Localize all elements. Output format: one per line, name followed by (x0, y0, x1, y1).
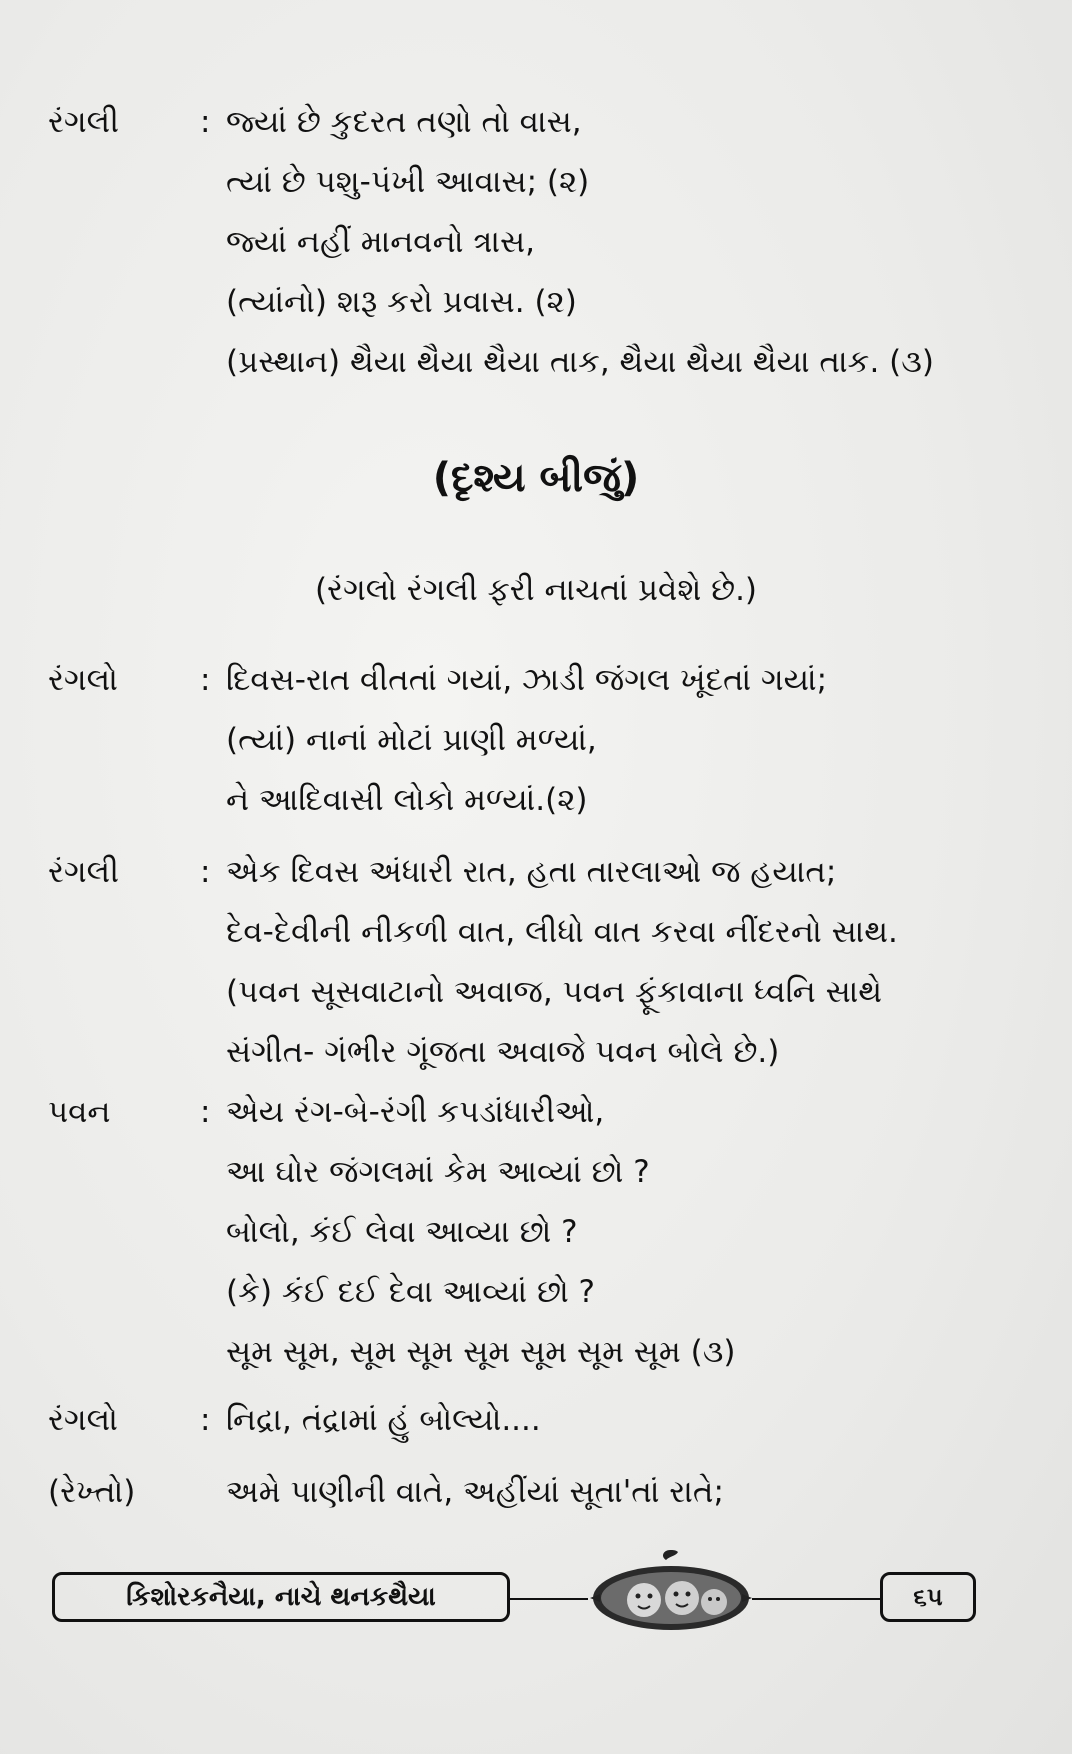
speaker-name: (રેખ્તો) (48, 1474, 136, 1510)
speaker-colon: : (200, 1402, 211, 1438)
speaker-name: રંગલી (48, 854, 119, 890)
dialogue-line: (પવન સૂસવાટાનો અવાજ, પવન ફૂંકાવાના ધ્વનિ સાથે (226, 974, 883, 1010)
dialogue-line: એય રંગ-બે-રંગી કપડાંધારીઓ, (226, 1094, 605, 1130)
dialogue-line: દિવસ-રાત વીતતાં ગયાં, ઝાડી જંગલ ખૂંદતાં ગયાં; (226, 662, 828, 698)
dialogue-line: ને આદિવાસી લોકો મળ્યાં.(૨) (226, 782, 588, 818)
dialogue-line: દેવ-દેવીની નીકળી વાત, લીધો વાત કરવા નીંદરનો સાથ. (226, 914, 898, 950)
dialogue-line: જ્યાં નહીં માનવનો ત્રાસ, (226, 224, 535, 260)
speaker-colon: : (200, 662, 211, 698)
dialogue-line: સંગીત- ગંભીર ગૂંજતા અવાજે પવન બોલે છે.) (226, 1034, 780, 1070)
stage-direction: (રંગલો રંગલી ફરી નાચતાં પ્રવેશે છે.) (314, 572, 758, 608)
dialogue-lines (226, 92, 1046, 392)
footer-divider (752, 1598, 880, 1600)
dialogue-lines (226, 1462, 1046, 1522)
dialogue-line: (કે) કંઈ દઈ દેવા આવ્યાં છો ? (226, 1274, 596, 1310)
page-number: ૬૫ (880, 1572, 976, 1622)
dialogue-line: સૂમ સૂમ, સૂમ સૂમ સૂમ સૂમ સૂમ સૂમ (૩) (226, 1334, 736, 1370)
footer-divider (510, 1598, 588, 1600)
dialogue-lines (226, 1082, 1046, 1382)
dialogue-line: (ત્યાંનો) શરૂ કરો પ્રવાસ. (૨) (226, 284, 577, 320)
dialogue-line: એક દિવસ અંધારી રાત, હતા તારલાઓ જ હયાત; (226, 854, 837, 890)
child-faces-emblem-icon (586, 1548, 756, 1634)
dialogue-line: નિદ્રા, તંદ્રામાં હું બોલ્યો.... (226, 1402, 541, 1438)
dialogue-line: જ્યાં છે કુદરત તણો તો વાસ, (226, 104, 582, 140)
speaker-name: રંગલી (48, 104, 119, 140)
dialogue-lines (226, 650, 1046, 830)
dialogue-lines (226, 1390, 1046, 1450)
speaker-name: રંગલો (48, 1402, 118, 1438)
dialogue-line: આ ઘોર જંગલમાં કેમ આવ્યાં છો ? (226, 1154, 650, 1190)
speaker-name: રંગલો (48, 662, 118, 698)
dialogue-line: (પ્રસ્થાન) થૈયા થૈયા થૈયા તાક, થૈયા થૈયા થૈયા તાક. (૩) (226, 344, 934, 380)
scene-title: (દૃશ્ય બીજું) (432, 455, 640, 501)
dialogue-line: અમે પાણીની વાતે, અહીંયાં સૂતા'તાં રાતે; (226, 1474, 724, 1510)
dialogue-line: ત્યાં છે પશુ-પંખી આવાસ; (૨) (226, 164, 590, 200)
dialogue-line: (ત્યાં) નાનાં મોટાં પ્રાણી મળ્યાં, (226, 722, 597, 758)
speaker-colon: : (200, 854, 211, 890)
speaker-colon: : (200, 104, 211, 140)
footer-book-title: કિશોરકનૈયા, નાચે થનકથૈયા (52, 1572, 510, 1622)
speaker-name: પવન (48, 1094, 111, 1130)
dialogue-lines (226, 842, 1046, 1082)
dialogue-line: બોલો, કંઈ લેવા આવ્યા છો ? (226, 1214, 578, 1250)
speaker-colon: : (200, 1094, 211, 1130)
